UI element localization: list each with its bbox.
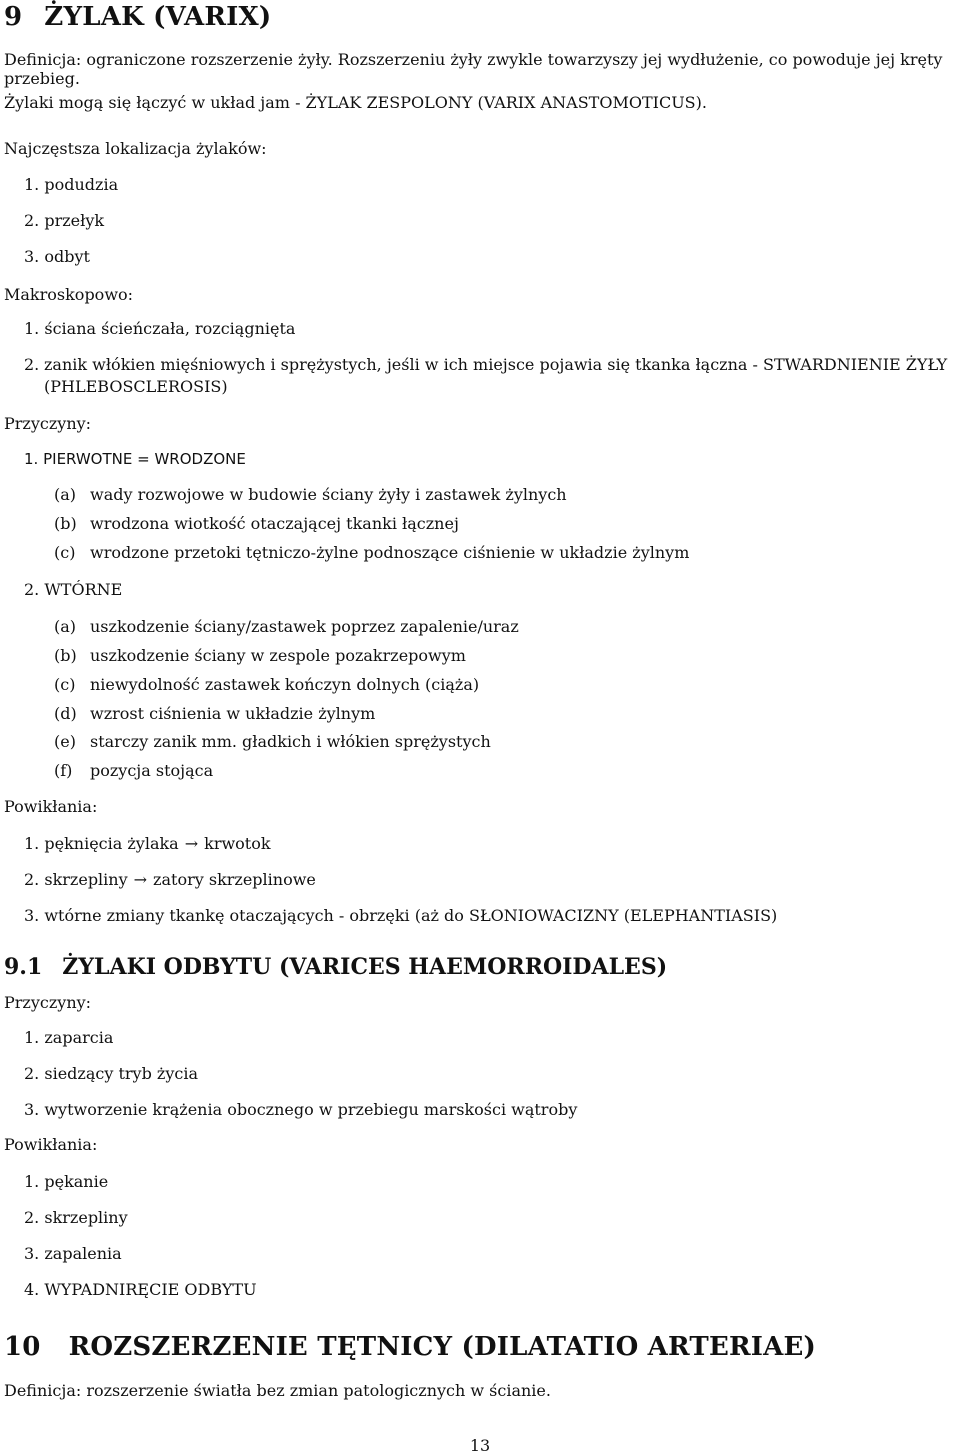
list-item: 1. ściana ścieńczała, rozciągnięta	[24, 319, 296, 338]
sub-list-item: (f) pozycja stojąca	[54, 761, 214, 780]
sub-list-item: (a) uszkodzenie ściany/zastawek poprzez zapalenie/uraz	[54, 617, 519, 636]
arrow-icon: →	[184, 834, 199, 853]
list-item: 3. zapalenia	[24, 1244, 122, 1263]
definition-line-2: przebieg.	[4, 69, 80, 88]
section-title-text: ŻYLAKI ODBYTU (VARICES HAEMORROIDALES)	[62, 954, 668, 980]
list-item: 1. PIERWOTNE = WRODZONE	[24, 450, 246, 468]
sub-list-item: (a) wady rozwojowe w budowie ściany żyły i zastawek żylnych	[54, 485, 567, 504]
section-number: 9	[4, 2, 23, 32]
list-item: 4. WYPADNIRĘCIE ODBYTU	[24, 1280, 257, 1299]
causes-heading: Przyczyny:	[4, 993, 92, 1012]
definition-line: Definicja: rozszerzenie światła bez zmian patologicznych w ścianie.	[4, 1381, 551, 1400]
page-number: 13	[469, 1436, 491, 1455]
section-title-text: ROZSZERZENIE TĘTNICY (DILATATIO ARTERIAE)	[68, 1332, 817, 1362]
list-item: 1. podudzia	[24, 175, 119, 194]
sub-list-item: (c) niewydolność zastawek kończyn dolnych (ciąża)	[54, 675, 480, 694]
list-item: 3. odbyt	[24, 247, 90, 266]
sub-list-item: (d) wzrost ciśnienia w układzie żylnym	[54, 704, 376, 723]
list-item: 2. przełyk	[24, 211, 105, 230]
macro-heading: Makroskopowo:	[4, 285, 134, 304]
anastomotic-line: Żylaki mogą się łączyć w układ jam - ŻYLAK ZESPOLONY (VARIX ANASTOMOTICUS).	[4, 93, 707, 112]
sub-list-item: (e) starczy zanik mm. gładkich i włókien sprężystych	[54, 732, 491, 751]
list-item: 1. pęknięcia żylaka → krwotok	[24, 834, 271, 853]
section-number: 9.1	[4, 954, 43, 980]
list-item: 2. siedzący tryb życia	[24, 1064, 198, 1083]
list-item: 2. WTÓRNE	[24, 580, 123, 599]
section-9-1-title	[4, 954, 667, 980]
list-item: 1. zaparcia	[24, 1028, 114, 1047]
complications-heading: Powikłania:	[4, 1135, 98, 1154]
sub-list-item: (c) wrodzone przetoki tętniczo-żylne podnoszące ciśnienie w układzie żylnym	[54, 543, 690, 562]
definition-line-1: Definicja: ograniczone rozszerzenie żyły. Rozszerzeniu żyły zwykle towarzyszy jej wydłużenie, co powoduje jej kręty	[4, 50, 943, 69]
section-number: 10	[4, 1332, 41, 1362]
list-item: 2. skrzepliny → zatory skrzeplinowe	[24, 870, 316, 889]
list-item: 1. pękanie	[24, 1172, 109, 1191]
section-10-title	[4, 1332, 816, 1362]
list-item: 2. zanik włókien mięśniowych i sprężystych, jeśli w ich miejsce pojawia się tkanka łączna - STWARDNIENIE ŻYŁY (PHLEBOSCLEROSIS)	[24, 355, 948, 396]
arrow-icon: →	[133, 870, 148, 889]
list-item: 2. skrzepliny	[24, 1208, 128, 1227]
section-title-text: ŻYLAK (VARIX)	[44, 2, 272, 32]
complications-heading: Powikłania:	[4, 797, 98, 816]
sub-list-item: (b) uszkodzenie ściany w zespole pozakrzepowym	[54, 646, 466, 665]
location-heading: Najczęstsza lokalizacja żylaków:	[4, 139, 267, 158]
list-item: 3. wtórne zmiany tkankę otaczających - obrzęki (aż do SŁONIOWACIZNY (ELEPHANTIASIS)	[24, 906, 778, 925]
causes-heading: Przyczyny:	[4, 414, 92, 433]
sub-list-item: (b) wrodzona wiotkość otaczającej tkanki łącznej	[54, 514, 459, 533]
section-9-title	[4, 2, 271, 32]
list-item: 3. wytworzenie krążenia obocznego w przebiegu marskości wątroby	[24, 1100, 578, 1119]
